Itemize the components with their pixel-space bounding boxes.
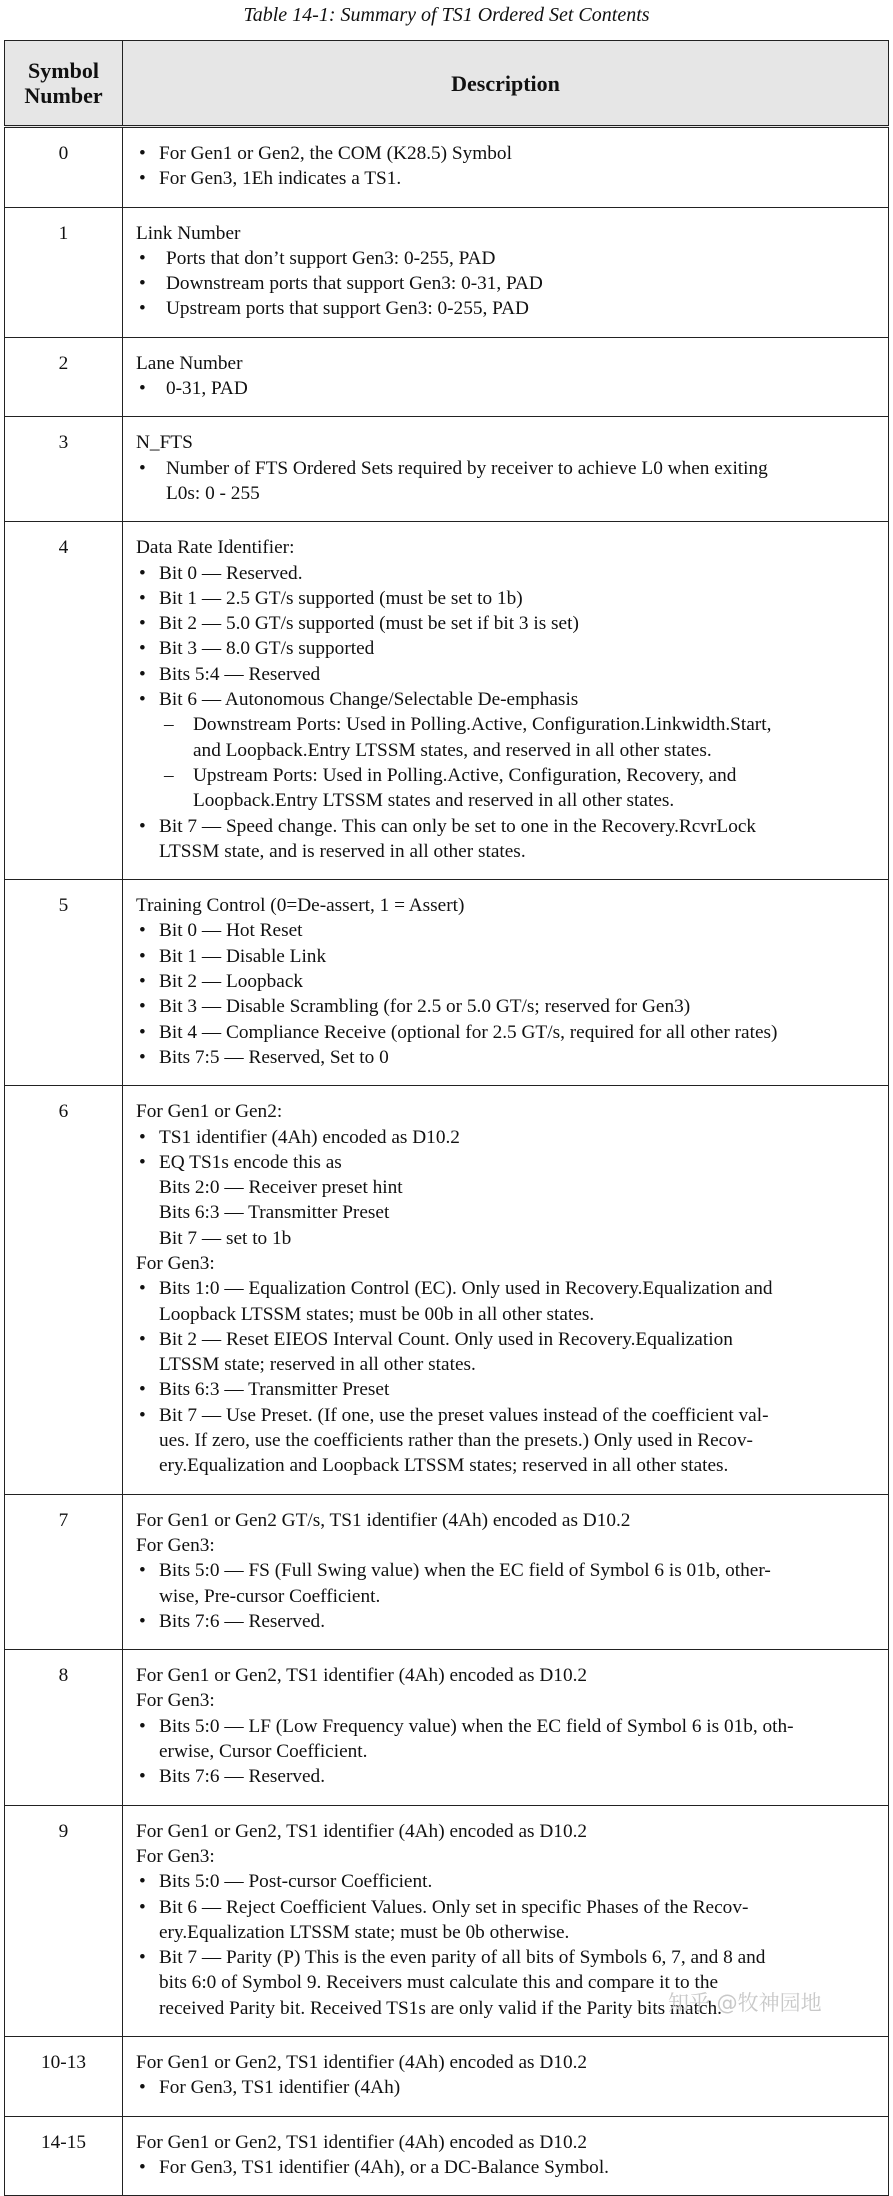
symbol-number: 6 [5,1086,123,1494]
continued-text: wise, Pre-cursor Coefficient. [159,1585,381,1607]
description-cell [123,1650,889,1805]
bullet-item: • Bit 3 — Disable Scrambling (for 2.5 or 5.0 GT/s; reserved for Gen3) [136,994,880,1019]
description-cell [123,522,889,880]
table-row [5,880,889,1086]
continued-text: L0s: 0 - 255 [166,482,260,504]
description-cell [123,2037,889,2117]
bullet-item: • Bit 6 — Autonomous Change/Selectable De-emphasis [136,687,880,712]
description-header: Description [123,41,889,127]
bullet-item: • Bit 0 — Reserved. [136,561,880,586]
continued-text: ery.Equalization LTSSM state; must be 0b otherwise. [159,1921,570,1943]
bullet-item: • Bit 1 — 2.5 GT/s supported (must be set to 1b) [136,586,880,611]
description-cell [123,337,889,417]
bullet-item: • Bits 5:4 — Reserved [136,662,880,687]
continued-text: Loopback LTSSM states; must be 00b in all other states. [159,1303,595,1325]
symbol-number: 14-15 [5,2116,123,2196]
bullet-item: • Bit 4 — Compliance Receive (optional for 2.5 GT/s, required for all other rates) [136,1020,880,1045]
symbol-number: 3 [5,417,123,522]
symbol-number: 2 [5,337,123,417]
table-row [5,417,889,522]
table-row [5,1650,889,1805]
desc-text: For Gen1 or Gen2, TS1 identifier (4Ah) encoded as D10.2 [136,2131,588,2153]
continued-text: Bits 2:0 — Receiver preset hint [159,1177,403,1199]
bullet-item: • Bit 2 — Loopback [136,969,880,994]
symbol-number: 7 [5,1494,123,1649]
description-cell [123,880,889,1086]
watermark: 知乎 @牧神园地 [668,1991,822,2015]
bullet-item: • For Gen3, 1Eh indicates a TS1. [136,166,880,191]
description-cell [123,1494,889,1649]
table-row [5,207,889,337]
bullet-item: • Upstream ports that support Gen3: 0-255, PAD [136,296,880,321]
continued-text: ues. If zero, use the coefficients rather than the presets.) Only used in Recov- [159,1430,753,1452]
symbol-header-line-1: Symbol [28,58,99,83]
desc-text: For Gen1 or Gen2 GT/s, TS1 identifier (4Ah) encoded as D10.2 [136,1509,631,1531]
table-row [5,337,889,417]
description-cell [123,2116,889,2196]
desc-text: For Gen1 or Gen2, TS1 identifier (4Ah) encoded as D10.2 [136,2052,588,2073]
symbol-header-line-2: Number [24,83,103,108]
table-row [5,1494,889,1649]
bullet-item: • Number of FTS Ordered Sets required by receiver to achieve L0 when exiting [136,456,880,481]
symbol-number: 8 [5,1650,123,1805]
desc-text: For Gen3: [136,1534,215,1556]
bullet-item: • Bit 0 — Hot Reset [136,918,880,943]
continued-text: erwise, Cursor Coefficient. [159,1741,368,1763]
desc-text: Training Control (0=De-assert, 1 = Assert) [136,895,465,917]
bullet-item: • Bit 7 — Use Preset. (If one, use the preset values instead of the coefficient val- [136,1403,880,1428]
desc-text: Lane Number [136,352,243,374]
desc-text: For Gen3: [136,1845,215,1867]
bullet-item: • Ports that don’t support Gen3: 0-255, PAD [136,246,880,271]
desc-text: Link Number [136,222,241,244]
bullet-item: • Bit 7 — Parity (P) This is the even parity of all bits of Symbols 6, 7, and 8 and [136,1945,880,1970]
bullet-item: • Bits 7:6 — Reserved. [136,1609,880,1634]
table-header-row [5,41,889,127]
symbol-number: 4 [5,522,123,880]
bullet-item: • Bits 7:5 — Reserved, Set to 0 [136,1045,880,1070]
symbol-number-header [5,41,123,127]
table-row [5,127,889,208]
bullet-item: • Downstream ports that support Gen3: 0-31, PAD [136,271,880,296]
bullet-item: • Bit 6 — Reject Coefficient Values. Only set in specific Phases of the Recov- [136,1895,880,1920]
ts1-summary-table [4,40,889,2196]
desc-text: For Gen3: [136,1252,215,1274]
table-row [5,2037,889,2117]
bullet-item: • For Gen3, TS1 identifier (4Ah), or a DC-Balance Symbol. [136,2155,880,2180]
bullet-item: • Bits 5:0 — LF (Low Frequency value) when the EC field of Symbol 6 is 01b, oth- [136,1714,880,1739]
bullet-item: • Bits 5:0 — Post-cursor Coefficient. [136,1869,880,1894]
sub-dash-item: – Upstream Ports: Used in Polling.Active, Configuration, Recovery, and [136,763,880,788]
description-cell [123,207,889,337]
continued-text: and Loopback.Entry LTSSM states, and reserved in all other states. [193,739,712,761]
bullet-item: • TS1 identifier (4Ah) encoded as D10.2 [136,1125,880,1150]
continued-text: Loopback.Entry LTSSM states and reserved in all other states. [193,790,675,812]
continued-text: LTSSM state; reserved in all other states. [159,1354,476,1376]
desc-text: For Gen1 or Gen2, TS1 identifier (4Ah) encoded as D10.2 [136,1665,588,1687]
table-caption: Table 14-1: Summary of TS1 Ordered Set Contents [243,4,650,26]
symbol-number: 9 [5,1805,123,2036]
desc-text: Data Rate Identifier: [136,537,295,559]
continued-text: Bit 7 — set to 1b [159,1227,292,1249]
symbol-number: 5 [5,880,123,1086]
bullet-item: • Bit 2 — 5.0 GT/s supported (must be set if bit 3 is set) [136,611,880,636]
description-cell [123,417,889,522]
description-cell [123,127,889,208]
desc-text: For Gen3: [136,1690,215,1712]
symbol-number: 1 [5,207,123,337]
symbol-number: 10-13 [5,2037,123,2117]
bullet-item: • Bit 7 — Speed change. This can only be set to one in the Recovery.RcvrLock [136,814,880,839]
bullet-item: • Bits 5:0 — FS (Full Swing value) when the EC field of Symbol 6 is 01b, other- [136,1558,880,1583]
desc-text: N_FTS [136,432,193,454]
continued-text: bits 6:0 of Symbol 9. Receivers must calculate this and compare it to the [159,1972,719,1994]
bullet-item: • For Gen1 or Gen2, the COM (K28.5) Symbol [136,141,880,166]
desc-text: For Gen1 or Gen2: [136,1101,283,1123]
symbol-number: 0 [5,127,123,208]
continued-text: Bits 6:3 — Transmitter Preset [159,1202,390,1224]
bullet-item: • Bit 2 — Reset EIEOS Interval Count. Only used in Recovery.Equalization [136,1327,880,1352]
table-row [5,522,889,880]
sub-dash-item: – Downstream Ports: Used in Polling.Active, Configuration.Linkwidth.Start, [136,712,880,737]
bullet-item: • EQ TS1s encode this as [136,1150,880,1175]
continued-text: LTSSM state, and is reserved in all other states. [159,840,526,862]
continued-text: received Parity bit. Received TS1s are only valid if the Parity bits match. [159,1997,722,2019]
continued-text: ery.Equalization and Loopback LTSSM states; reserved in all other states. [159,1455,729,1477]
bullet-item: • Bits 6:3 — Transmitter Preset [136,1377,880,1402]
table-row [5,2116,889,2196]
bullet-item: • Bits 7:6 — Reserved. [136,1764,880,1789]
bullet-item: • Bits 1:0 — Equalization Control (EC). Only used in Recovery.Equalization and [136,1276,880,1301]
bullet-item: • Bit 3 — 8.0 GT/s supported [136,636,880,661]
table-body [5,127,889,2196]
table-row [5,1086,889,1494]
bullet-item: • Bit 1 — Disable Link [136,944,880,969]
description-cell [123,1086,889,1494]
bullet-item: • 0-31, PAD [136,376,880,401]
desc-text: For Gen1 or Gen2, TS1 identifier (4Ah) encoded as D10.2 [136,1820,588,1842]
bullet-item: • For Gen3, TS1 identifier (4Ah) [136,2075,880,2100]
